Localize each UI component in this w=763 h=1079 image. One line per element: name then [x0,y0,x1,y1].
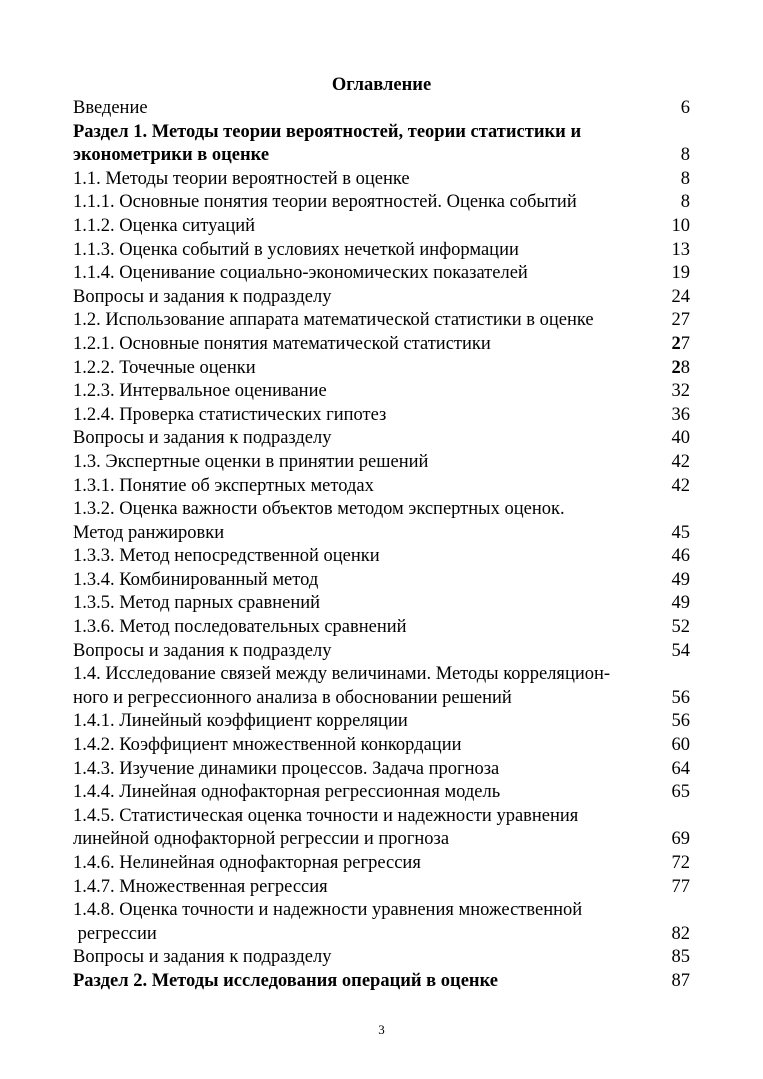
toc-entry-title-line: 1.3. Экспертные оценки в принятии решений [73,451,429,472]
toc-entry-page: 13 [671,239,690,260]
toc-entry-page: 85 [671,947,690,968]
toc-entry-title-line: Введение [73,98,148,118]
toc-entry [73,710,690,734]
toc-entry-page: 54 [671,640,690,661]
toc-entry-title-line: 1.2.3. Интервальное оценивание [73,381,327,402]
page-number: 3 [378,1022,385,1037]
toc-entry-page: 40 [671,428,690,449]
toc-entry-title-line: 1.1.2. Оценка ситуаций [73,215,256,236]
toc-entry-title [73,286,690,310]
toc-entry [73,852,690,876]
toc-entry-title [73,168,690,192]
toc-entry-page: 56 [671,711,690,732]
toc-entry-page: 49 [671,569,690,590]
toc-entry-title [73,475,690,499]
toc-entry-title-line: 1.2. Использование аппарата математической статистики в оценке [73,310,594,331]
toc-entry [73,805,690,852]
toc-entry-page: 72 [671,853,690,873]
toc-entry-page: 49 [671,593,690,614]
toc-entry-title-line: 1.4.3. Изучение динамики процессов. Задача прогноза [73,758,500,779]
toc-entry [73,475,690,499]
toc-title: Оглавление [331,75,432,95]
toc-entry-page: 8 [680,192,690,213]
toc-entry [73,545,690,569]
toc-entry-page: 10 [671,215,690,236]
toc-entry [73,616,690,640]
toc-entry-title [73,592,690,616]
toc-entry-title [73,121,690,168]
toc-entry-title-line: 1.4.6. Нелинейная однофакторная регрессия [73,853,421,873]
toc-entry-page: 42 [671,451,690,472]
toc-entry [73,946,690,970]
toc-entry-title-line: 1.1.1. Основные понятия теории вероятностей. Оценка событий [73,192,577,213]
toc-entry [73,309,690,333]
toc-entry-page: 36 [671,404,690,425]
toc-entry-page [672,357,691,381]
toc-entry-page: 60 [671,735,690,756]
toc-entry-title-line: ного и регрессионного анализа в обосновании решений [73,687,512,708]
toc-entry-title [73,97,690,121]
toc-entry-page: 19 [671,263,690,284]
toc-entry [73,592,690,616]
toc-entry-page-bold-digit: 2 [671,333,681,354]
toc-entry-page: 6 [680,98,690,118]
toc-entry-page: 82 [671,923,690,944]
toc-entry-title-line: 1.3.2. Оценка важности объектов методом экспертных оценок. [73,499,565,520]
toc-entry-page: 87 [671,970,690,991]
toc-entry [73,262,690,286]
toc-entry-title-line: 1.2.1. Основные понятия математической статистики [73,333,491,354]
toc-entry-title-line: 1.3.3. Метод непосредственной оценки [73,546,380,567]
toc-entry-title [73,498,690,545]
toc-entry [73,239,690,263]
toc-entry-title [73,309,690,333]
toc-entry-title [73,545,690,569]
toc-entry [73,215,690,239]
toc-entry-page [672,333,691,357]
toc-entry [73,970,690,994]
toc-entry-title [73,262,690,286]
toc-entry-title-line: 1.4.7. Множественная регрессия [73,876,328,897]
toc-entry-title-line: 1.3.5. Метод парных сравнений [73,593,321,614]
toc-entry-title [73,710,690,734]
toc-entry [73,734,690,758]
toc-entry [73,876,690,900]
toc-entry-title [73,616,690,640]
toc-entry-title-line: 1.4. Исследование связей между величинами. Методы корреляцион- [73,664,611,685]
toc-entry [73,781,690,805]
toc-entry [73,333,690,357]
toc-entry [73,404,690,428]
toc-entry [73,569,690,593]
toc-entry-page: 27 [671,310,690,331]
toc-entry-title [73,404,690,428]
toc-entry-title [73,876,690,900]
toc-entry-title-line: 1.3.6. Метод последовательных сравнений [73,617,407,638]
toc-entry [73,191,690,215]
toc-entry [73,498,690,545]
toc-entry-title [73,946,690,970]
toc-entry-title [73,758,690,782]
toc-entry [73,168,690,192]
toc-entry-title [73,380,690,404]
toc-entry-title [73,191,690,215]
toc-entry-title-line: Вопросы и задания к подразделу [73,428,332,449]
toc-entry-title [73,451,690,475]
toc-entry-title [73,805,690,852]
toc-entry-title [73,899,690,946]
toc-entry-page: 8 [680,145,690,166]
toc-entry-title [73,640,690,664]
toc-entry-page: 52 [671,617,690,638]
toc-entry [73,899,690,946]
toc-entry-title-line: Вопросы и задания к подразделу [73,286,332,307]
toc-entry-title-line: Вопросы и задания к подразделу [73,640,332,661]
toc-entry-title [73,239,690,263]
toc-entry-title-line: 1.3.4. Комбинированный метод [73,569,319,590]
toc-entry-title-line: 1.4.5. Статистическая оценка точности и надежности уравнения [73,805,579,826]
toc-entry-title-line: 1.1. Методы теории вероятностей в оценке [73,168,410,189]
toc-entry-title-line: эконометрики в оценке [73,145,270,166]
toc-entry-title [73,357,690,381]
toc-entry [73,286,690,310]
toc-entry-page: 8 [680,168,690,189]
toc-entry-title-line: 1.1.3. Оценка событий в условиях нечеткой информации [73,239,519,260]
toc-entry-page: 45 [671,522,690,543]
toc-entry [73,451,690,475]
toc-entry-page: 69 [671,829,690,850]
toc-entry-title [73,663,690,710]
toc-entry-page-digit: 8 [680,357,690,378]
toc-entry [73,121,690,168]
toc-entry-page: 64 [671,758,690,779]
toc-entry-title-line: линейной однофакторной регрессии и прогноза [73,829,450,850]
toc-entry-page: 46 [671,546,690,567]
toc-entry-title [73,333,690,357]
toc-entry-title [73,427,690,451]
toc-entry [73,357,690,381]
toc-entry-title-line: 1.4.4. Линейная однофакторная регрессионная модель [73,782,501,803]
toc-entry-title-line: 1.1.4. Оценивание социально-экономических показателей [73,263,528,284]
toc-entry-title [73,569,690,593]
toc-entry-title-line: 1.4.2. Коэффициент множественной конкордации [73,735,462,756]
toc-entry-page: 24 [671,286,690,307]
toc-entry [73,758,690,782]
table-of-contents [73,97,690,994]
toc-entry-title [73,781,690,805]
toc-entry-title-line: 1.4.1. Линейный коэффициент корреляции [73,711,408,732]
toc-entry-title-line: регрессии [73,923,157,944]
toc-entry-title-line: 1.4.8. Оценка точности и надежности уравнения множественной [73,900,583,921]
toc-entry-page-digit: 7 [680,333,690,354]
toc-entry [73,427,690,451]
toc-entry-title [73,215,690,239]
toc-entry-title-line: Метод ранжировки [73,522,225,543]
toc-entry-title-line: Раздел 2. Методы исследования операций в оценке [73,970,498,991]
toc-entry-title-line: 1.2.2. Точечные оценки [73,357,256,378]
toc-entry-title [73,734,690,758]
toc-entry-page: 65 [671,782,690,803]
toc-entry [73,97,690,121]
toc-entry-page-bold-digit: 2 [671,357,681,378]
toc-entry-page: 42 [671,475,690,496]
toc-entry-title-line: Раздел 1. Методы теории вероятностей, теории статистики и [73,121,582,142]
toc-entry-title [73,970,690,994]
toc-entry-page: 32 [671,381,690,402]
toc-entry-title-line: 1.3.1. Понятие об экспертных методах [73,475,374,496]
toc-entry [73,663,690,710]
toc-entry-title-line: 1.2.4. Проверка статистических гипотез [73,404,387,425]
toc-entry [73,380,690,404]
toc-entry-page: 56 [671,687,690,708]
toc-entry [73,640,690,664]
toc-entry-title [73,852,690,876]
toc-entry-page: 77 [671,876,690,897]
toc-entry-title-line: Вопросы и задания к подразделу [73,947,332,968]
